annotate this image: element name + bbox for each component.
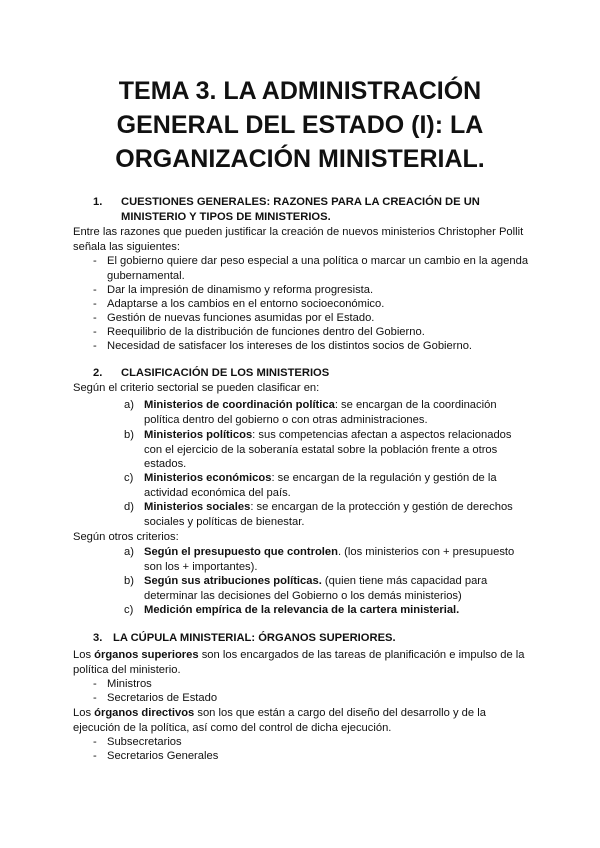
section-3-number: 3. [93,632,103,644]
section-2-intro-1: Según el criterio sectorial se pueden clasificar en: [73,382,320,394]
section-1-heading [93,195,493,224]
list-item: - Adaptarse a los cambios en el entorno socioeconómico. [93,298,385,310]
list-item: d) Ministerios sociales: se encargan de la protección y gestión de derechos sociales y políticas de bienestar. [124,501,513,528]
section-3-heading [93,631,493,646]
section-2-title: CLASIFICACIÓN DE LOS MINISTERIOS [121,367,330,379]
list-item: - Secretarios de Estado [93,692,218,704]
list-item: c) Ministerios económicos: se encargan de la regulación y gestión de la actividad económica del país. [124,472,497,499]
section-3-paragraph-2: Los órganos directivos son los que están a cargo del diseño del desarrollo y de la ejecución de la política, así como del control de dicha ejecución. [73,707,486,734]
section-2-intro-2: Según otros criterios: [73,531,179,543]
list-item: b) Ministerios políticos: sus competencias afectan a aspectos relacionados con el ejercicio de la soberanía estatal sobre la población frente a otros estados. [124,429,512,471]
list-item: a) Según el presupuesto que controlen. (los ministerios con + presupuesto son los + importantes). [124,546,515,573]
section-2-heading [93,366,493,381]
list-item: - Reequilibrio de la distribución de funciones dentro del Gobierno. [93,326,425,338]
list-item: - Necesidad de satisfacer los intereses de los distintos socios de Gobierno. [93,340,473,352]
section-1-intro: Entre las razones que pueden justificar la creación de nuevos ministerios Christopher Pollit señala las siguientes: [73,226,524,253]
list-item: - Secretarios Generales [93,750,219,762]
section-2-number: 2. [93,367,103,379]
section-1-number: 1. [93,196,103,208]
list-item: - Subsecretarios [93,736,182,748]
list-item: - Dar la impresión de dinamismo y reforma progresista. [93,284,374,296]
document-title: TEMA 3. LA ADMINISTRACIÓN GENERAL DEL ESTADO (I): LA ORGANIZACIÓN MINISTERIAL. [115,77,485,173]
list-item: c) Medición empírica de la relevancia de la cartera ministerial. [124,604,460,616]
list-item: b) Según sus atribuciones políticas. (quien tiene más capacidad para determinar las decisiones del Gobierno o los demás ministerios) [124,575,488,602]
section-3-paragraph-1: Los órganos superiores son los encargados de las tareas de planificación e impulso de la política del ministerio. [73,649,525,676]
section-1-title: CUESTIONES GENERALES: RAZONES PARA LA CREACIÓN DE UN MINISTERIO Y TIPOS DE MINISTERIOS. [121,196,480,223]
list-item: a) Ministerios de coordinación política: se encargan de la coordinación política dentro del gobierno o con otras administraciones. [124,399,497,426]
section-3-title: LA CÚPULA MINISTERIAL: ÓRGANOS SUPERIORES. [113,632,396,644]
list-item: - Ministros [93,678,152,690]
list-item: - El gobierno quiere dar peso especial a una política o marcar un cambio en la agenda gubernamental. [93,255,529,282]
list-item: - Gestión de nuevas funciones asumidas por el Estado. [93,312,375,324]
